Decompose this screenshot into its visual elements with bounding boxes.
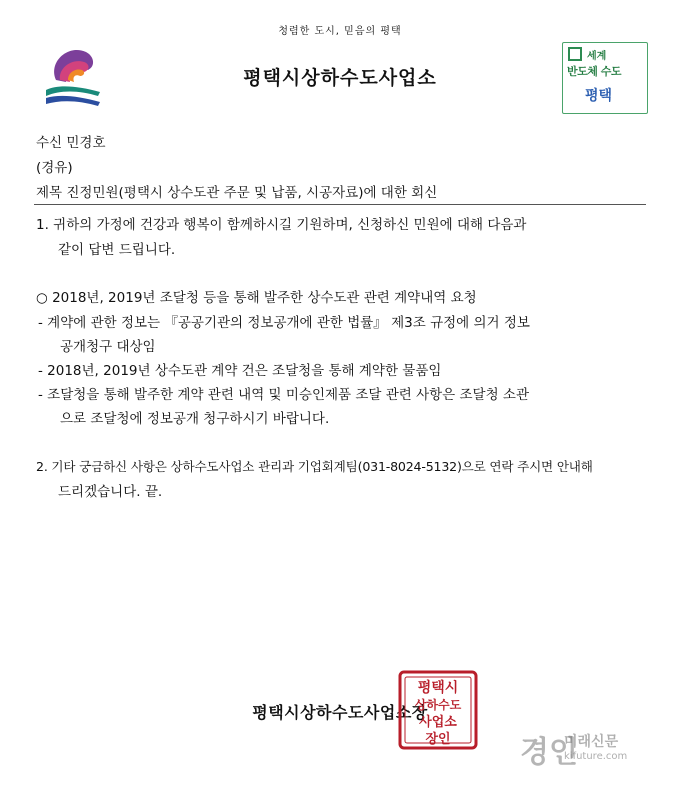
watermark-name: 미래신문: [564, 734, 619, 750]
answer-3-line-1: - 조달청을 통해 발주한 계약 관련 내역 및 미승인제품 조달 관련 사항은 조달청 소관: [38, 387, 530, 403]
paragraph-1-line-1: 1. 귀하의 가정에 건강과 행복이 함께하시길 기원하며, 신청하신 민원에 대해 다음과: [36, 217, 527, 233]
svg-text:장인: 장인: [425, 732, 451, 747]
svg-text:평택시: 평택시: [417, 680, 459, 696]
news-watermark: [520, 727, 660, 771]
official-seal-icon: [398, 670, 478, 750]
via-line: (경유): [36, 160, 73, 176]
divider: [34, 204, 646, 205]
logo-line-3: 평택: [585, 88, 613, 104]
answer-1-line-1: - 계약에 관한 정보는 『공공기관의 정보공개에 관한 법률』 제3조 규정에 의거 정보: [38, 315, 530, 331]
watermark-brand: 경인: [520, 735, 578, 770]
chip-icon: [568, 47, 582, 61]
answer-2-line-1: - 2018년, 2019년 상수도관 계약 건은 조달청을 통해 계약한 물품임: [38, 363, 442, 379]
svg-text:사업소: 사업소: [419, 715, 457, 730]
svg-text:상하수도: 상하수도: [414, 698, 462, 712]
signature-organization: 평택시상하수도사업소장: [252, 703, 428, 722]
semiconductor-capital-logo: [562, 42, 648, 114]
paragraph-2-line-2: 드리겠습니다. 끝.: [58, 484, 163, 500]
organization-title: 평택시상하수도사업소: [243, 67, 437, 89]
paragraph-1-line-2: 같이 답변 드립니다.: [58, 242, 176, 258]
recipient-line: 수신 민경호: [36, 135, 106, 151]
slogan: 청렴한 도시, 믿음의 평택: [278, 26, 402, 37]
answer-1-line-2: 공개청구 대상임: [60, 339, 156, 355]
request-item: ○ 2018년, 2019년 조달청 등을 통해 발주한 상수도관 관련 계약내역 요청: [36, 290, 477, 306]
subject-line: 제목 진정민원(평택시 상수도관 주문 및 납품, 시공자료)에 대한 회신: [36, 185, 438, 201]
paragraph-2-line-1: 2. 기타 궁금하신 사항은 상하수도사업소 관리과 기업회계팀(031-8024-5132)으로 연락 주시면 안내해: [36, 459, 593, 474]
watermark-url: kifuture.com: [564, 751, 628, 762]
logo-line-2: 반도체 수도: [567, 65, 621, 78]
logo-line-1: 세계: [587, 51, 607, 62]
answer-3-line-2: 으로 조달청에 정보공개 청구하시기 바랍니다.: [60, 411, 330, 427]
